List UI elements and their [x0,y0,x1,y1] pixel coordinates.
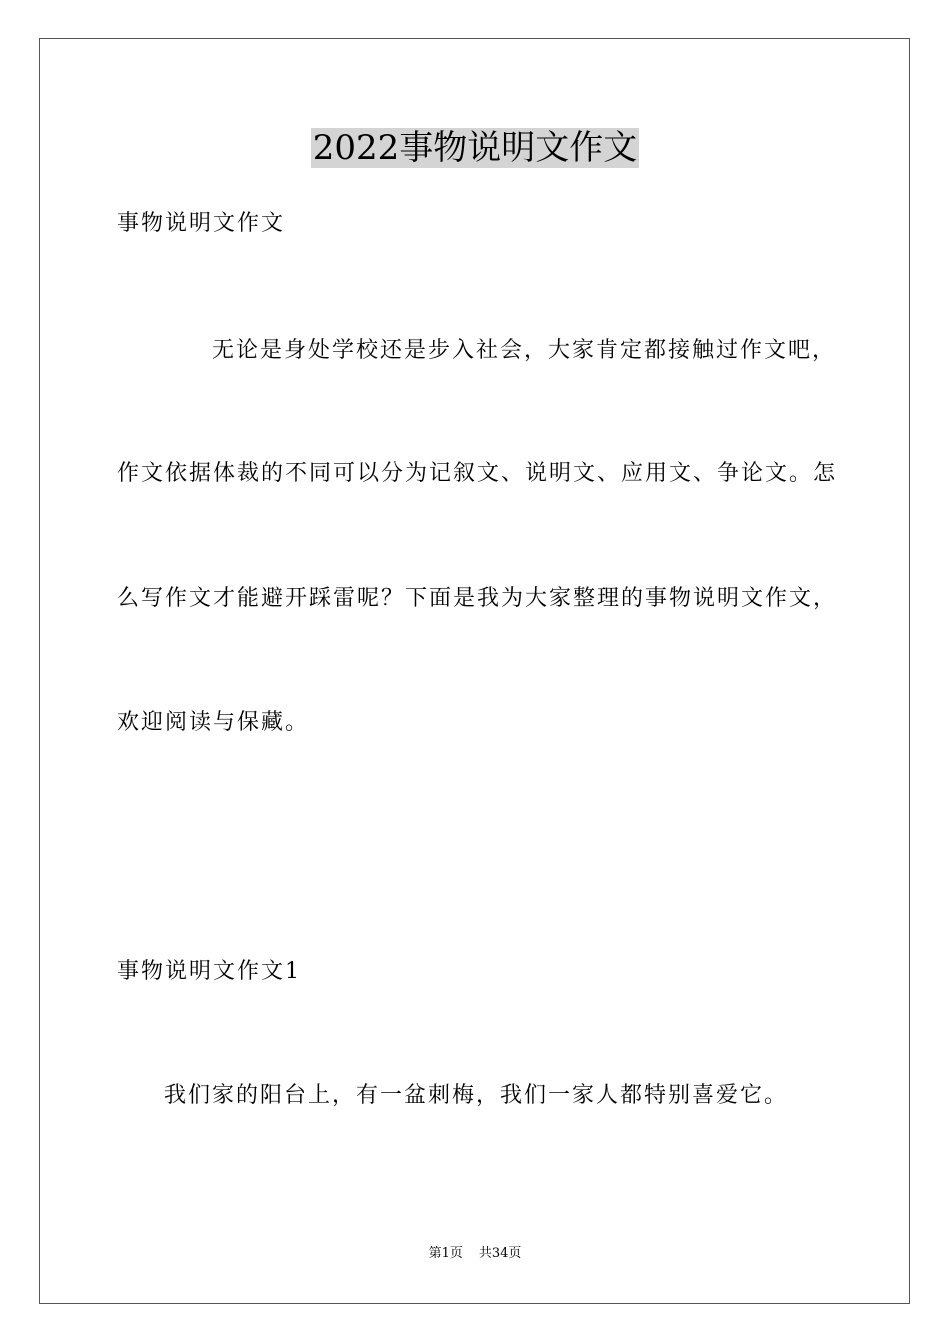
section-line-1: 我们家的阳台上，有一盆刺梅，我们一家人都特别喜爱它。 [164,1083,789,1108]
document-subtitle: 事物说明文作文 [117,211,286,236]
document-title-text: 2022事物说明文作文 [312,128,638,168]
document-title [0,126,950,170]
intro-line-1: 无论是身处学校还是步入社会，大家肯定都接触过作文吧， [212,338,837,363]
intro-line-3: 么写作文才能避开踩雷呢？下面是我为大家整理的事物说明文作文， [117,586,838,611]
page-total: 共34页 [478,1246,522,1261]
intro-line-4: 欢迎阅读与保藏。 [117,710,310,735]
page-footer [0,1245,950,1263]
section-heading: 事物说明文作文1 [117,959,301,984]
page-number: 第1页 [428,1246,463,1261]
intro-line-2: 作文依据体裁的不同可以分为记叙文、说明文、应用文、争论文。怎 [117,461,838,486]
